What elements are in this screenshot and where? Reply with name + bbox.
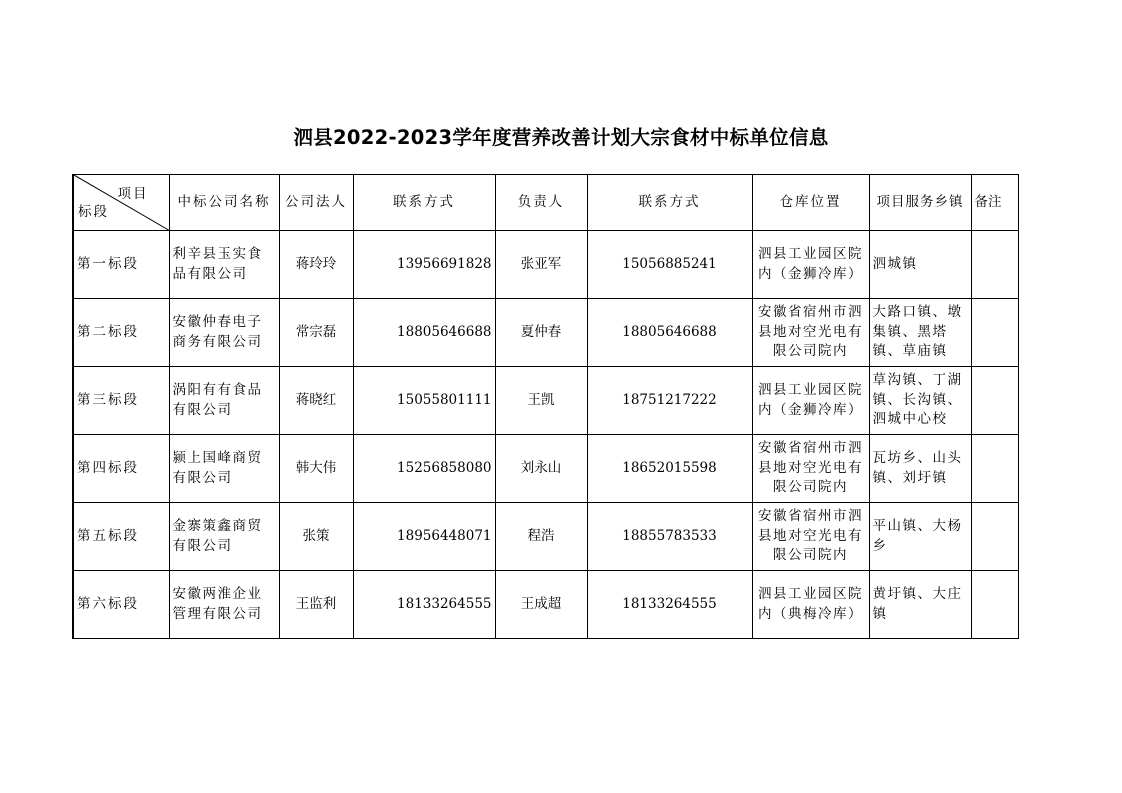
manager-cell: 程浩 <box>495 503 587 571</box>
service-towns-cell: 瓦坊乡、山头镇、刘圩镇 <box>869 435 971 503</box>
remarks-cell <box>971 435 1018 503</box>
warehouse-cell: 安徽省宿州市泗县地对空光电有限公司院内 <box>752 299 869 367</box>
company-cell: 安徽仲春电子商务有限公司 <box>169 299 279 367</box>
manager-cell: 王成超 <box>495 571 587 639</box>
remarks-cell <box>971 299 1018 367</box>
header-service-towns: 项目服务乡镇 <box>869 175 971 231</box>
service-towns-cell: 草沟镇、丁湖镇、长沟镇、泗城中心校 <box>869 367 971 435</box>
section-cell: 第一标段 <box>73 231 169 299</box>
service-towns-cell: 泗城镇 <box>869 231 971 299</box>
legal-person-cell: 蒋晓红 <box>279 367 353 435</box>
remarks-cell <box>971 231 1018 299</box>
warehouse-cell: 安徽省宿州市泗县地对空光电有限公司院内 <box>752 503 869 571</box>
header-remarks: 备注 <box>971 175 1018 231</box>
header-section-label: 标段 <box>78 203 109 220</box>
header-contact-2: 联系方式 <box>587 175 752 231</box>
company-cell: 颍上国峰商贸有限公司 <box>169 435 279 503</box>
section-cell: 第三标段 <box>73 367 169 435</box>
contact-2-cell: 18855783533 <box>587 503 752 571</box>
contact-1-cell: 18956448071 <box>353 503 495 571</box>
header-company: 中标公司名称 <box>169 175 279 231</box>
contact-1-cell: 13956691828 <box>353 231 495 299</box>
header-warehouse: 仓库位置 <box>752 175 869 231</box>
header-project-label: 项目 <box>117 186 149 202</box>
contact-2-cell: 18652015598 <box>587 435 752 503</box>
warehouse-cell: 安徽省宿州市泗县地对空光电有限公司院内 <box>752 435 869 503</box>
service-towns-cell: 大路口镇、墩集镇、黑塔镇、草庙镇 <box>869 299 971 367</box>
legal-person-cell: 常宗磊 <box>279 299 353 367</box>
contact-2-cell: 18751217222 <box>587 367 752 435</box>
diagonal-header-cell <box>73 175 169 231</box>
manager-cell: 刘永山 <box>495 435 587 503</box>
table-row <box>73 231 1018 299</box>
table-header-row <box>73 175 1018 231</box>
header-manager: 负责人 <box>495 175 587 231</box>
table-row <box>73 367 1018 435</box>
warehouse-cell: 泗县工业园区院内（金狮冷库） <box>752 231 869 299</box>
contact-1-cell: 18133264555 <box>353 571 495 639</box>
legal-person-cell: 张策 <box>279 503 353 571</box>
table-row <box>73 435 1018 503</box>
section-cell: 第六标段 <box>73 571 169 639</box>
table-row <box>73 503 1018 571</box>
remarks-cell <box>971 367 1018 435</box>
remarks-cell <box>971 503 1018 571</box>
table-row <box>73 571 1018 639</box>
section-cell: 第五标段 <box>73 503 169 571</box>
company-cell: 涡阳有有食品有限公司 <box>169 367 279 435</box>
warehouse-cell: 泗县工业园区院内（典梅冷库） <box>752 571 869 639</box>
contact-1-cell: 15256858080 <box>353 435 495 503</box>
contact-2-cell: 18805646688 <box>587 299 752 367</box>
company-cell: 金寨策鑫商贸有限公司 <box>169 503 279 571</box>
header-contact-1: 联系方式 <box>353 175 495 231</box>
service-towns-cell: 黄圩镇、大庄镇 <box>869 571 971 639</box>
company-cell: 安徽两淮企业管理有限公司 <box>169 571 279 639</box>
contact-2-cell: 18133264555 <box>587 571 752 639</box>
legal-person-cell: 韩大伟 <box>279 435 353 503</box>
table-row <box>73 299 1018 367</box>
manager-cell: 夏仲春 <box>495 299 587 367</box>
header-legal-person: 公司法人 <box>279 175 353 231</box>
remarks-cell <box>971 571 1018 639</box>
section-cell: 第二标段 <box>73 299 169 367</box>
bid-info-table <box>72 174 1019 639</box>
manager-cell: 王凯 <box>495 367 587 435</box>
warehouse-cell: 泗县工业园区院内（金狮冷库） <box>752 367 869 435</box>
section-cell: 第四标段 <box>73 435 169 503</box>
contact-2-cell: 15056885241 <box>587 231 752 299</box>
legal-person-cell: 蒋玲玲 <box>279 231 353 299</box>
manager-cell: 张亚军 <box>495 231 587 299</box>
company-cell: 利辛县玉实食品有限公司 <box>169 231 279 299</box>
contact-1-cell: 18805646688 <box>353 299 495 367</box>
service-towns-cell: 平山镇、大杨乡 <box>869 503 971 571</box>
document-title: 泗县2022-2023学年度营养改善计划大宗食材中标单位信息 <box>293 126 829 149</box>
contact-1-cell: 15055801111 <box>353 367 495 435</box>
legal-person-cell: 王监利 <box>279 571 353 639</box>
